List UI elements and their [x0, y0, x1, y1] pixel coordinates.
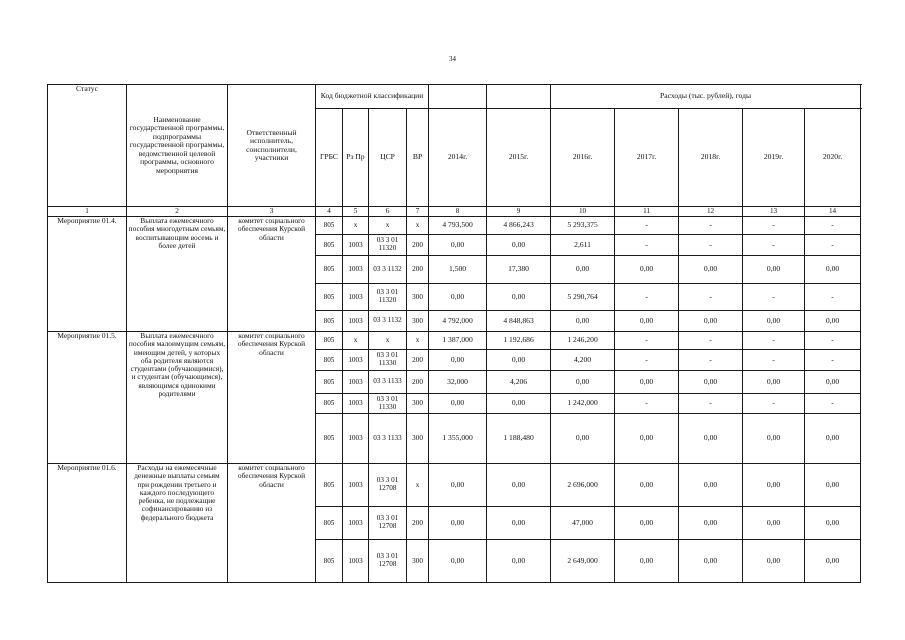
vr-cell: 200 — [407, 350, 429, 371]
expense-value-cell: - — [805, 235, 861, 256]
row-status: Мероприятие 01.5. — [48, 332, 127, 464]
column-number: 7 — [407, 207, 429, 217]
expense-value-cell: - — [615, 350, 679, 371]
expense-value-cell: 4 866,243 — [487, 217, 551, 235]
expense-value-cell: - — [743, 350, 805, 371]
header-expenses: Расходы (тыс. рублей), годы — [551, 85, 861, 109]
grbs-cell: 805 — [316, 217, 343, 235]
csr-cell: 03 3 1132 — [369, 256, 407, 284]
expense-value-cell: 17,380 — [487, 256, 551, 284]
expense-value-cell: - — [679, 350, 743, 371]
expense-value-cell: 0,00 — [805, 371, 861, 394]
rzpr-cell: 1003 — [343, 284, 369, 311]
vr-cell: 200 — [407, 371, 429, 394]
grbs-cell: 805 — [316, 235, 343, 256]
rzpr-cell: x — [343, 332, 369, 350]
header-year: 2020г. — [805, 109, 861, 207]
vr-cell: 300 — [407, 284, 429, 311]
vr-cell: 300 — [407, 394, 429, 414]
expense-value-cell: - — [679, 284, 743, 311]
header-vr: ВР — [407, 109, 429, 207]
rzpr-cell: 1003 — [343, 256, 369, 284]
header-empty-2014 — [429, 85, 487, 109]
expense-value-cell: 0,00 — [679, 540, 743, 583]
expense-value-cell: 1,500 — [429, 256, 487, 284]
column-number: 12 — [679, 207, 743, 217]
csr-cell: 03 3 1133 — [369, 414, 407, 464]
csr-cell: x — [369, 332, 407, 350]
expense-value-cell: 4 793,500 — [429, 217, 487, 235]
expense-value-cell: - — [615, 394, 679, 414]
rzpr-cell: 1003 — [343, 235, 369, 256]
expense-value-cell: 0,00 — [551, 414, 615, 464]
expense-value-cell: 0,00 — [487, 350, 551, 371]
column-number: 1 — [48, 207, 127, 217]
expense-value-cell: 5 290,764 — [551, 284, 615, 311]
expense-value-cell: 0,00 — [487, 464, 551, 507]
expense-value-cell: 0,00 — [487, 507, 551, 540]
header-year: 2018г. — [679, 109, 743, 207]
csr-cell: 03 3 01 11330 — [369, 350, 407, 371]
expense-value-cell: 0,00 — [429, 394, 487, 414]
row-responsible: комитет социального обеспечения Курской области — [228, 332, 316, 464]
table-row — [48, 217, 861, 235]
vr-cell: x — [407, 464, 429, 507]
expense-value-cell: 1 246,200 — [551, 332, 615, 350]
column-number-row — [48, 207, 861, 217]
header-year: 2016г. — [551, 109, 615, 207]
header-name: Наименование государственной программы, подпрограммы государственной программы, ведомственной целевой программы, основного мероприятия — [127, 85, 228, 207]
table-row — [48, 464, 861, 507]
column-number: 11 — [615, 207, 679, 217]
expense-value-cell: 0,00 — [487, 284, 551, 311]
row-name: Расходы на ежемесячные денежные выплаты семьям при рождении третьего и каждого последующего ребенка, не подлежащие софинансированию из федерального бюджета — [127, 464, 228, 583]
header-year: 2014г. — [429, 109, 487, 207]
column-number: 10 — [551, 207, 615, 217]
expense-value-cell: 0,00 — [551, 311, 615, 332]
budget-table — [47, 84, 861, 583]
expense-value-cell: - — [805, 217, 861, 235]
column-number: 3 — [228, 207, 316, 217]
grbs-cell: 805 — [316, 256, 343, 284]
expense-value-cell: - — [615, 332, 679, 350]
expense-value-cell: 4,206 — [487, 371, 551, 394]
grbs-cell: 805 — [316, 507, 343, 540]
column-number: 6 — [369, 207, 407, 217]
rzpr-cell: 1003 — [343, 414, 369, 464]
expense-value-cell: 0,00 — [615, 311, 679, 332]
csr-cell: 03 3 01 11320 — [369, 235, 407, 256]
expense-value-cell: 1 242,000 — [551, 394, 615, 414]
expense-value-cell: 0,00 — [429, 284, 487, 311]
expense-value-cell: - — [805, 332, 861, 350]
expense-value-cell: - — [679, 217, 743, 235]
expense-value-cell: - — [805, 284, 861, 311]
csr-cell: 03 3 01 12708 — [369, 507, 407, 540]
column-number: 4 — [316, 207, 343, 217]
expense-value-cell: 4 848,863 — [487, 311, 551, 332]
expense-value-cell: 2 649,000 — [551, 540, 615, 583]
expense-value-cell: 0,00 — [743, 540, 805, 583]
header-grbs: ГРБС — [316, 109, 343, 207]
expense-value-cell: 0,00 — [429, 235, 487, 256]
expense-value-cell: 0,00 — [805, 464, 861, 507]
header-year: 2019г. — [743, 109, 805, 207]
grbs-cell: 805 — [316, 371, 343, 394]
expense-value-cell: - — [743, 394, 805, 414]
header-empty-2015 — [487, 85, 551, 109]
grbs-cell: 805 — [316, 414, 343, 464]
row-status: Мероприятие 01.6. — [48, 464, 127, 583]
expense-value-cell: 0,00 — [743, 371, 805, 394]
vr-cell: 300 — [407, 414, 429, 464]
expense-value-cell: 0,00 — [679, 464, 743, 507]
expense-value-cell: 0,00 — [615, 371, 679, 394]
expense-value-cell: 0,00 — [743, 256, 805, 284]
expense-value-cell: - — [805, 350, 861, 371]
grbs-cell: 805 — [316, 284, 343, 311]
expense-value-cell: 0,00 — [679, 414, 743, 464]
expense-value-cell: 2,611 — [551, 235, 615, 256]
page-number: 34 — [449, 55, 456, 63]
expense-value-cell: 0,00 — [429, 464, 487, 507]
expense-value-cell: 0,00 — [551, 256, 615, 284]
header-year: 2017г. — [615, 109, 679, 207]
header-budget-code: Код бюджетной классификации — [316, 85, 429, 109]
vr-cell: 300 — [407, 311, 429, 332]
expense-value-cell: 0,00 — [679, 311, 743, 332]
expense-value-cell: 0,00 — [805, 540, 861, 583]
column-number: 2 — [127, 207, 228, 217]
row-name: Выплата ежемесячного пособия многодетным семьям, воспитывающим восемь и более детей — [127, 217, 228, 332]
expense-value-cell: 0,00 — [743, 311, 805, 332]
rzpr-cell: 1003 — [343, 371, 369, 394]
grbs-cell: 805 — [316, 394, 343, 414]
csr-cell: x — [369, 217, 407, 235]
grbs-cell: 805 — [316, 464, 343, 507]
csr-cell: 03 3 1133 — [369, 371, 407, 394]
header-rzpr: Рз Пр — [343, 109, 369, 207]
grbs-cell: 805 — [316, 350, 343, 371]
grbs-cell: 805 — [316, 311, 343, 332]
vr-cell: 200 — [407, 235, 429, 256]
csr-cell: 03 3 01 12708 — [369, 540, 407, 583]
expense-value-cell: - — [679, 332, 743, 350]
expense-value-cell: 0,00 — [429, 350, 487, 371]
expense-value-cell: - — [615, 235, 679, 256]
header-year: 2015г. — [487, 109, 551, 207]
expense-value-cell: 47,000 — [551, 507, 615, 540]
rzpr-cell: 1003 — [343, 507, 369, 540]
column-number: 13 — [743, 207, 805, 217]
rzpr-cell: 1003 — [343, 350, 369, 371]
expense-value-cell: 0,00 — [805, 507, 861, 540]
expense-value-cell: - — [743, 235, 805, 256]
expense-value-cell: 1 355,000 — [429, 414, 487, 464]
expense-value-cell: 1 192,686 — [487, 332, 551, 350]
vr-cell: 200 — [407, 256, 429, 284]
expense-value-cell: 0,00 — [805, 256, 861, 284]
expense-value-cell: 2 696,000 — [551, 464, 615, 507]
header-csr: ЦСР — [369, 109, 407, 207]
expense-value-cell: 32,000 — [429, 371, 487, 394]
expense-value-cell: 0,00 — [615, 464, 679, 507]
header-status: Статус — [48, 85, 127, 207]
expense-value-cell: 4 792,000 — [429, 311, 487, 332]
expense-value-cell: - — [679, 235, 743, 256]
grbs-cell: 805 — [316, 540, 343, 583]
expense-value-cell: 0,00 — [429, 507, 487, 540]
expense-value-cell: - — [805, 394, 861, 414]
expense-value-cell: 0,00 — [743, 464, 805, 507]
vr-cell: x — [407, 332, 429, 350]
expense-value-cell: 0,00 — [615, 414, 679, 464]
column-number: 8 — [429, 207, 487, 217]
expense-value-cell: - — [743, 284, 805, 311]
grbs-cell: 805 — [316, 332, 343, 350]
column-number: 5 — [343, 207, 369, 217]
rzpr-cell: 1003 — [343, 394, 369, 414]
rzpr-cell: 1003 — [343, 540, 369, 583]
table-body — [48, 217, 861, 583]
expense-value-cell: - — [743, 332, 805, 350]
column-number: 14 — [805, 207, 861, 217]
rzpr-cell: 1003 — [343, 464, 369, 507]
table-header — [48, 85, 861, 217]
expense-value-cell: - — [615, 217, 679, 235]
table-row — [48, 332, 861, 350]
expense-value-cell: 0,00 — [805, 311, 861, 332]
expense-value-cell: 0,00 — [615, 256, 679, 284]
expense-value-cell: 0,00 — [551, 371, 615, 394]
expense-value-cell: 0,00 — [743, 414, 805, 464]
expense-value-cell: 1 387,000 — [429, 332, 487, 350]
expense-value-cell: 5 293,375 — [551, 217, 615, 235]
expense-value-cell: 0,00 — [487, 394, 551, 414]
vr-cell: x — [407, 217, 429, 235]
row-name: Выплата ежемесячного пособия малоимущим семьям, имеющим детей, у которых оба родителя являются студентами (обучающимися), и студентам (обучающимся), являющимся одинокими родителями — [127, 332, 228, 464]
csr-cell: 03 3 1132 — [369, 311, 407, 332]
expense-value-cell: 0,00 — [429, 540, 487, 583]
row-status: Мероприятие 01.4. — [48, 217, 127, 332]
header-responsible: Ответственный исполнитель, соисполнители, участники — [228, 85, 316, 207]
csr-cell: 03 3 01 11330 — [369, 394, 407, 414]
column-number: 9 — [487, 207, 551, 217]
expense-value-cell: 0,00 — [615, 540, 679, 583]
row-responsible: комитет социального обеспечения Курской области — [228, 464, 316, 583]
expense-value-cell: 1 188,480 — [487, 414, 551, 464]
expense-value-cell: - — [743, 217, 805, 235]
expense-value-cell: 0,00 — [487, 235, 551, 256]
expense-value-cell: 0,00 — [679, 256, 743, 284]
expense-value-cell: 0,00 — [743, 507, 805, 540]
vr-cell: 200 — [407, 507, 429, 540]
expense-value-cell: 0,00 — [615, 507, 679, 540]
row-responsible: комитет социального обеспечения Курской области — [228, 217, 316, 332]
rzpr-cell: x — [343, 217, 369, 235]
csr-cell: 03 3 01 12708 — [369, 464, 407, 507]
expense-value-cell: - — [615, 284, 679, 311]
csr-cell: 03 3 01 11320 — [369, 284, 407, 311]
vr-cell: 300 — [407, 540, 429, 583]
expense-value-cell: 0,00 — [679, 371, 743, 394]
rzpr-cell: 1003 — [343, 311, 369, 332]
expense-value-cell: 0,00 — [805, 414, 861, 464]
expense-value-cell: 0,00 — [487, 540, 551, 583]
expense-value-cell: 4,200 — [551, 350, 615, 371]
expense-value-cell: - — [679, 394, 743, 414]
expense-value-cell: 0,00 — [679, 507, 743, 540]
